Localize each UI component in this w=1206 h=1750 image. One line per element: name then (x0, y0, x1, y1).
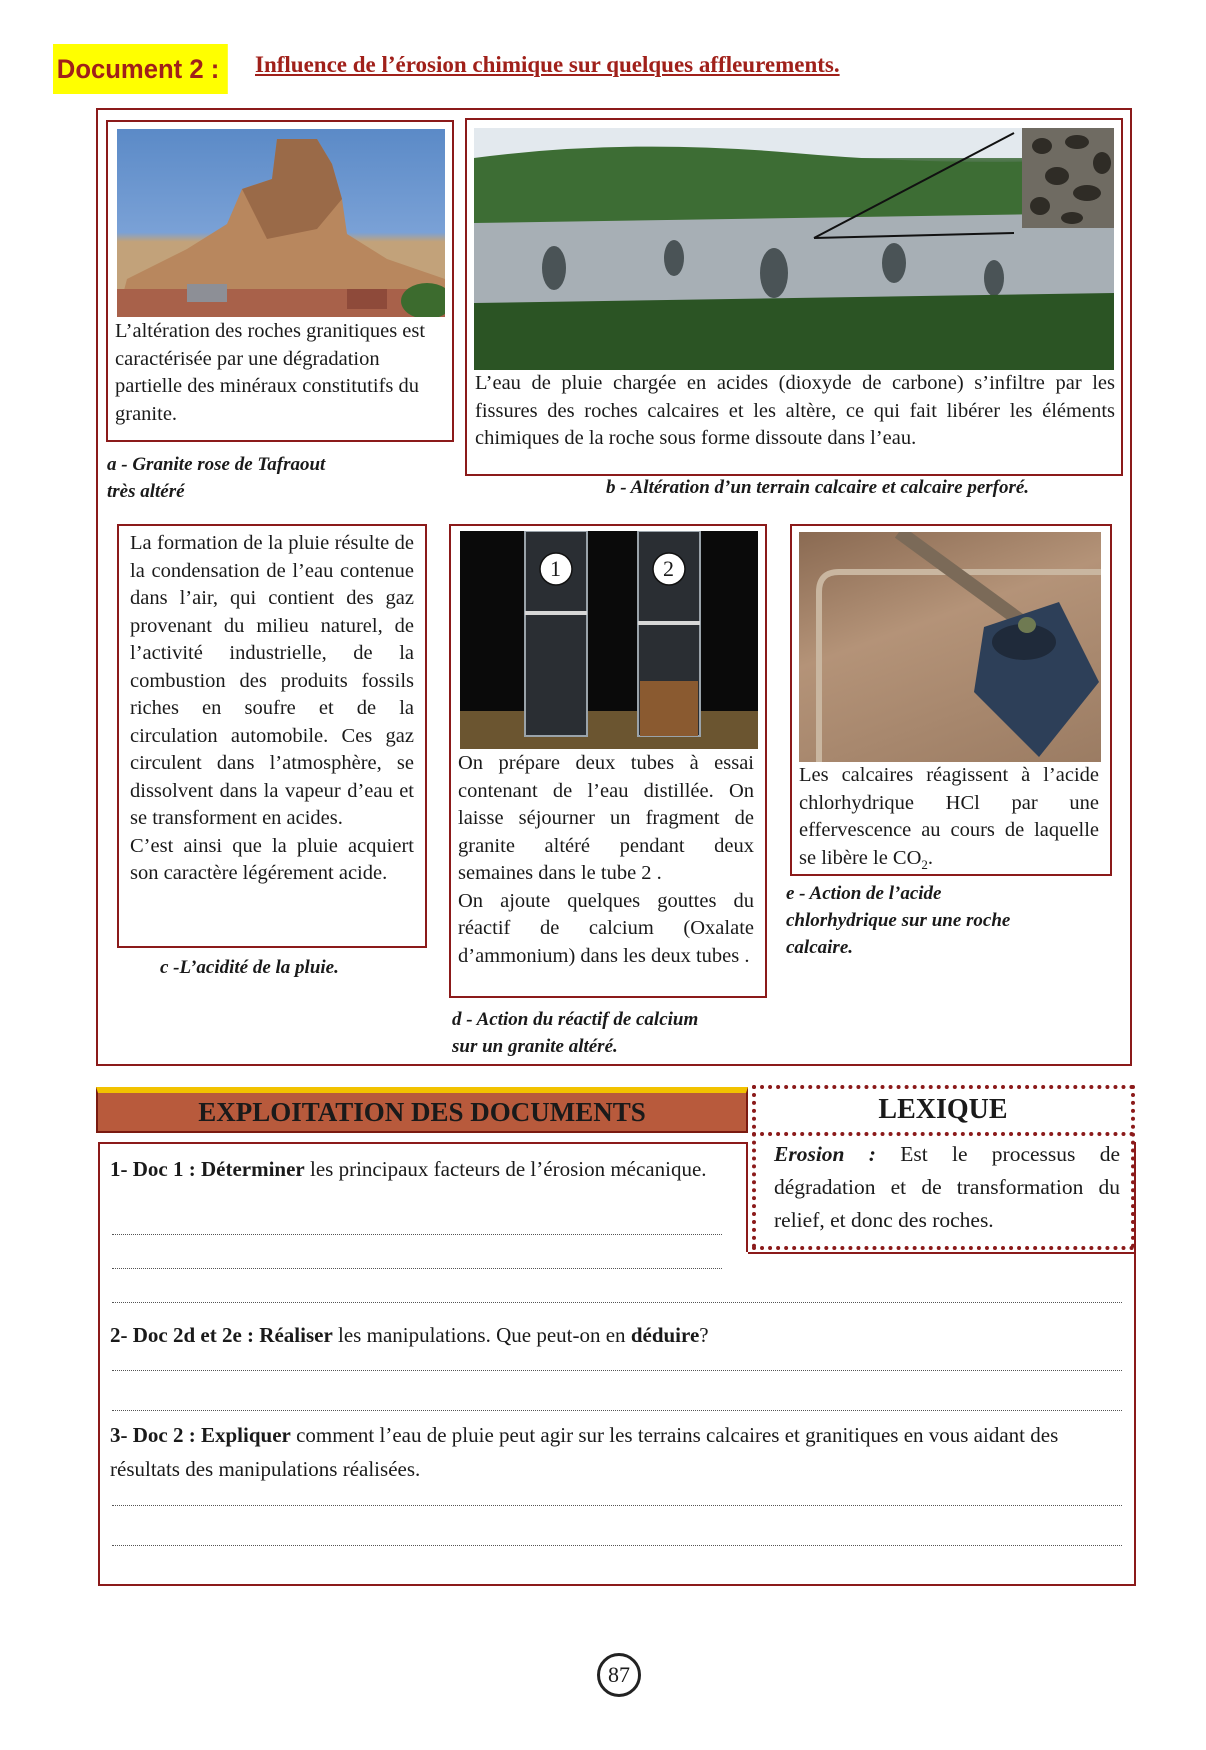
co2-subscript: 2 (921, 856, 928, 872)
question-1-verb: Déterminer (200, 1157, 305, 1181)
question-2-number: 2- Doc 2d et 2e : (110, 1323, 260, 1347)
question-3 (110, 1418, 1110, 1486)
answer-line-1c[interactable] (112, 1302, 1122, 1303)
question-2-verb2: déduire (630, 1323, 700, 1347)
caption-d-line2: sur un granite altéré. (452, 1036, 618, 1057)
panel-d-paragraph-1: On prépare deux tubes à essai contenant de l’eau distillée. On laisse séjourner un fragment de granite altéré pendant deux semaines dans le tube 2 . (458, 752, 754, 884)
test-tubes-icon (460, 531, 758, 749)
caption-a-line2: très altéré (107, 481, 185, 502)
caption-e-line3: calcaire. (786, 937, 854, 958)
granite-rock-photo (117, 129, 445, 317)
panel-e (790, 524, 1112, 876)
question-2 (110, 1318, 1120, 1352)
question-2-verb: Réaliser (259, 1323, 333, 1347)
lexique-definition (774, 1138, 1120, 1237)
caption-e-line1: e - Action de l’acide (786, 883, 942, 904)
questions-frame-divider (746, 1142, 748, 1252)
tube-1-label: 1 (550, 556, 561, 581)
lexique-term: Erosion : (774, 1142, 876, 1166)
lexique-title: LEXIQUE (878, 1094, 1008, 1125)
panel-d-text (458, 750, 754, 970)
test-tubes-photo (460, 531, 758, 749)
question-1 (110, 1152, 730, 1186)
answer-line-3b[interactable] (112, 1545, 1122, 1546)
answer-line-3a[interactable] (112, 1505, 1122, 1506)
panel-c-text (130, 530, 414, 888)
limestone-cliff-icon (474, 128, 1114, 370)
caption-e-line2: chlorhydrique sur une roche (786, 910, 1011, 931)
caption-c: c -L’acidité de la pluie. (160, 957, 339, 978)
caption-a-line1: a - Granite rose de Tafraout (107, 454, 326, 475)
page-number: 87 (597, 1653, 641, 1697)
lexique-border-top (752, 1085, 1134, 1089)
question-3-text: comment l’eau de pluie peut agir sur les terrains calcaires et granitiques en vous aidant des résultats des manipulations réalisées. (110, 1423, 1059, 1481)
question-2-end: ? (699, 1323, 709, 1347)
question-3-verb: Expliquer (200, 1423, 291, 1447)
answer-line-2a[interactable] (112, 1370, 1122, 1371)
answer-line-2b[interactable] (112, 1410, 1122, 1411)
document-label: Document 2 : (53, 44, 228, 94)
lexique-border-bottom (752, 1246, 1134, 1250)
questions-frame-top-right (748, 1252, 1136, 1254)
panel-d (449, 524, 767, 998)
panel-c-paragraph-2: C’est ainsi que la pluie acquiert son caractère légérement acide. (130, 834, 414, 884)
panel-e-end: . (927, 846, 934, 869)
caption-d-line1: d - Action du réactif de calcium (452, 1009, 699, 1030)
answer-line-1b[interactable] (112, 1268, 722, 1269)
panel-d-paragraph-2: On ajoute quelques gouttes du réactif de calcium (Oxalate d’ammonium) dans les deux tubes . (458, 889, 754, 967)
lexique-definition-text: Est le processus de dégradation et de transformation du relief, et donc des roches. (774, 1142, 1120, 1232)
acid-on-limestone-photo (799, 532, 1101, 762)
exploitation-title-bar: EXPLOITATION DES DOCUMENTS (96, 1087, 748, 1133)
acid-drop-rock-icon (799, 532, 1101, 762)
answer-line-1a[interactable] (112, 1234, 722, 1235)
granite-rock-icon (117, 129, 445, 317)
question-3-number: 3- Doc 2 : (110, 1423, 201, 1447)
panel-a (106, 120, 454, 442)
perforated-rock-icon (1022, 128, 1114, 228)
panel-b (465, 118, 1123, 476)
panel-c-paragraph-1: La formation de la pluie résulte de la condensation de l’eau contenue dans l’air, qui contient des gaz provenant du milieu naturel, de l’activité industrielle, de la combustion des produits fossils riches en soufre et de la circulation automobile. Ces gaz circulent dans l’atmosphère, se dissolvent dans la vapeur d’eau et se transforment en acides. (130, 532, 414, 829)
lexique-divider (752, 1132, 1134, 1136)
tube-2-label: 2 (663, 556, 674, 581)
caption-b: b - Altération d’un terrain calcaire et calcaire perforé. (606, 477, 1030, 498)
document-title: Influence de l’érosion chimique sur quelques affleurements. (255, 52, 840, 77)
limestone-cliff-photo (474, 128, 1114, 370)
panel-e-text (799, 762, 1099, 878)
panel-e-body: Les calcaires réagissent à l’acide chlorhydrique HCl par une effervescence au cours de laquelle se libère le CO (799, 764, 1099, 869)
questions-frame-top-left (98, 1142, 748, 1144)
panel-a-text: L’altération des roches granitiques est caractérisée par une dégradation partielle des minéraux constitutifs du granite. (115, 320, 426, 425)
question-1-number: 1- Doc 1 : (110, 1157, 201, 1181)
question-1-text: les principaux facteurs de l’érosion mécanique. (304, 1157, 707, 1181)
perforated-limestone-inset (1022, 128, 1114, 228)
panel-c (117, 524, 427, 948)
question-2-text: les manipulations. Que peut-on en (332, 1323, 631, 1347)
panel-b-text: L’eau de pluie chargée en acides (dioxyde de carbone) s’infiltre par les fissures des roches calcaires et les altère, ce qui fait libérer les éléments chimiques de la roche sous forme dissoute dans l’eau. (475, 372, 1115, 449)
